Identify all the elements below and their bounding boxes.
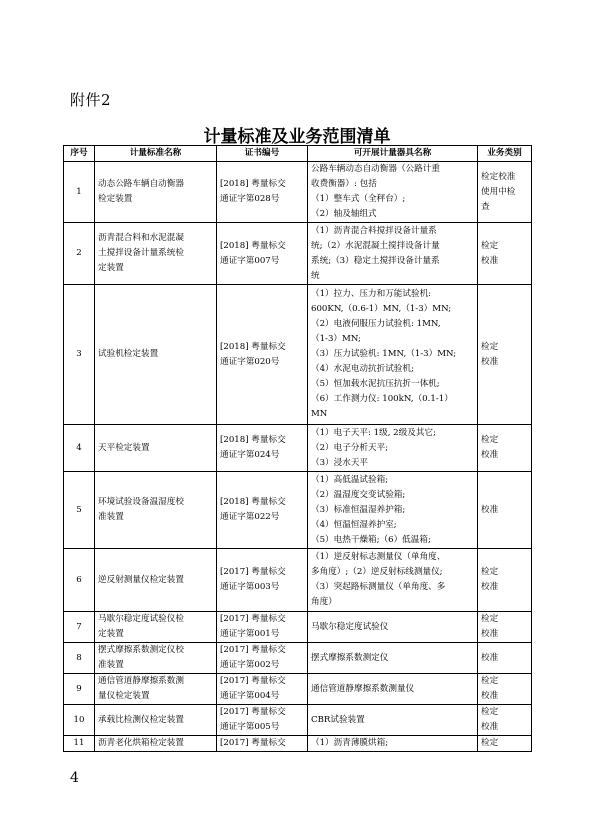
standard-name-line: 准装置	[98, 660, 124, 670]
header-instruments: 可开展计量器具名称	[308, 146, 478, 162]
certificate-number	[217, 643, 308, 674]
standard-name	[95, 162, 217, 223]
certificate-number	[217, 736, 308, 752]
instrument-names	[308, 643, 478, 674]
service-type	[478, 549, 532, 612]
service-type-line: 校准	[481, 504, 499, 515]
instrument-names-line: 多角度）;（2）逆反射标线测量仪;	[311, 567, 443, 577]
service-type-line: 检定	[481, 567, 499, 577]
instrument-names-line: 摆式摩擦系数测定仪	[311, 652, 389, 663]
service-type	[478, 223, 532, 285]
row-number: 2	[64, 223, 95, 285]
certificate-number-line: [2017] 粤量标交	[220, 676, 286, 686]
service-type-line: 检定	[481, 435, 499, 445]
service-type	[478, 472, 532, 549]
instrument-names-line: （2）电液伺服压力试验机: 1MN,	[311, 319, 441, 329]
instrument-names-line: （2）轴及轴组式	[311, 209, 377, 219]
instrument-names-line: （4）水泥电动抗折试验机;	[311, 364, 414, 374]
certificate-number-line: [2018] 粤量标交	[220, 341, 286, 352]
row-number: 10	[64, 705, 95, 736]
instrument-names	[308, 223, 478, 285]
standard-name	[95, 736, 217, 752]
service-type	[478, 643, 532, 674]
instrument-names-line: （5）恒加载水泥抗压抗折一体机;	[311, 379, 440, 389]
instrument-names	[308, 612, 478, 643]
certificate-number	[217, 674, 308, 705]
instrument-names-line: （1）沥青薄膜烘箱;	[311, 738, 389, 748]
standard-name-line: 沥青老化烘箱检定装置	[98, 738, 184, 748]
standard-name	[95, 285, 217, 425]
header-service-type: 业务类别	[478, 146, 532, 162]
instrument-names-line: （4）恒温恒湿养护室;	[311, 519, 397, 530]
standard-name-line: 准装置	[98, 512, 124, 522]
standard-name	[95, 472, 217, 549]
standard-name	[95, 223, 217, 285]
certificate-number	[217, 705, 308, 736]
row-number: 4	[64, 425, 95, 472]
instrument-names-line: （1）逆反射标志测量仪（单角度、	[311, 552, 446, 562]
instrument-names	[308, 736, 478, 752]
instrument-names-line: （1）高低温试验箱;	[311, 474, 389, 485]
certificate-number-line: 通证字第020号	[220, 356, 280, 367]
standard-name-line: 环境试验设备温湿度校	[98, 497, 184, 507]
certificate-number-line: 通证字第024号	[220, 450, 280, 460]
standard-name	[95, 705, 217, 736]
certificate-number	[217, 285, 308, 425]
standard-name	[95, 643, 217, 674]
service-type-line: 校准	[481, 450, 499, 460]
service-type-line: 校准	[481, 722, 499, 732]
instrument-names-line: 系统;（3）稳定土搅拌设备计量系	[311, 255, 440, 266]
instrument-names	[308, 705, 478, 736]
certificate-number-line: [2018] 粤量标交	[220, 240, 286, 251]
instrument-names	[308, 472, 478, 549]
service-type-line: 检定	[481, 614, 499, 624]
row-number: 7	[64, 612, 95, 643]
service-type	[478, 162, 532, 223]
document-title: 计量标准及业务范围清单	[203, 127, 391, 147]
certificate-number	[217, 223, 308, 285]
table-row	[64, 549, 532, 612]
instrument-names-line: （1）电子天平: 1级, 2级及其它;	[311, 427, 436, 438]
service-type-line: 检定	[481, 341, 499, 352]
certificate-number-line: 通证字第004号	[220, 691, 280, 701]
certificate-number	[217, 472, 308, 549]
standard-name-line: 承载比检测仪检定装置	[98, 714, 184, 725]
certificate-number-line: 通证字第005号	[220, 722, 280, 732]
table-row	[64, 425, 532, 472]
service-type	[478, 736, 532, 752]
standard-name-line: 检定装置	[98, 194, 133, 204]
service-type-line: 校准	[481, 582, 499, 592]
table-header-row	[64, 146, 532, 162]
certificate-number-line: [2017] 粤量标交	[220, 738, 286, 748]
service-type-line: 查	[481, 201, 490, 212]
certificate-number-line: [2017] 粤量标交	[220, 707, 286, 717]
instrument-names-line: （1）拉力、压力和万能试验机:	[311, 289, 432, 299]
instrument-names-line: （3）浸水天平	[311, 457, 369, 468]
service-type-line: 校准	[481, 691, 499, 701]
instrument-names-line: （2）温湿度交变试验箱;	[311, 489, 406, 500]
header-certificate-no: 证书编号	[217, 146, 308, 162]
instrument-names-line: 马歇尔稳定度试验仪	[311, 621, 389, 632]
service-type	[478, 425, 532, 472]
instrument-names-line: 收费衡器）: 包括	[311, 179, 377, 189]
certificate-number-line: 通证字第001号	[220, 629, 280, 639]
instrument-names	[308, 425, 478, 472]
table-row	[64, 643, 532, 674]
instrument-names-line: 统	[311, 270, 320, 281]
table-row	[64, 162, 532, 223]
instrument-names-line: CBR试验装置	[311, 714, 365, 725]
attachment-label: 附件2	[70, 91, 112, 109]
service-type	[478, 285, 532, 425]
instrument-names-line: （1）整车式（全秤台）;	[311, 194, 406, 204]
certificate-number	[217, 425, 308, 472]
page-number: 4	[70, 770, 79, 786]
instrument-names-line: （5）电热干燥箱;（6）低温箱;	[311, 534, 431, 545]
instrument-names-line: 600KN,（0.6-1）MN,（1-3）MN;	[311, 304, 452, 314]
instrument-names-line: （1）沥青混合料搅拌设备计量系	[311, 225, 437, 236]
service-type	[478, 674, 532, 705]
service-type-line: 检定校准	[481, 171, 516, 182]
standard-name-line: 马歇尔稳定度试验仪检	[98, 614, 184, 624]
service-type	[478, 705, 532, 736]
certificate-number-line: 通证字第003号	[220, 582, 280, 592]
certificate-number	[217, 612, 308, 643]
table-row	[64, 705, 532, 736]
standards-table	[63, 145, 532, 752]
instrument-names-line: （1-3）MN;	[311, 334, 361, 344]
standard-name-line: 通信管道静摩擦系数测	[98, 676, 184, 686]
certificate-number-line: [2017] 粤量标交	[220, 614, 286, 624]
row-number: 9	[64, 674, 95, 705]
standard-name-line: 试验机检定装置	[98, 349, 159, 359]
instrument-names	[308, 162, 478, 223]
certificate-number-line: [2017] 粤量标交	[220, 567, 286, 577]
certificate-number	[217, 162, 308, 223]
standard-name-line: 定装置	[98, 263, 124, 273]
instrument-names-line: 角度）	[311, 597, 337, 607]
instrument-names-line: （6）工作测力仪: 100kN,（0.1-1）	[311, 394, 453, 404]
instrument-names-line: 公路车辆动态自动衡器（公路计重	[311, 164, 440, 174]
service-type-line: 检定	[481, 240, 499, 251]
standard-name	[95, 674, 217, 705]
certificate-number	[217, 549, 308, 612]
header-no: 序号	[64, 146, 95, 162]
certificate-number-line: [2017] 粤量标交	[220, 645, 286, 655]
standard-name-line: 土搅拌设备计量系统检	[98, 248, 184, 258]
certificate-number-line: 通证字第022号	[220, 512, 280, 522]
row-number: 5	[64, 472, 95, 549]
standard-name-line: 天平检定装置	[98, 442, 150, 453]
certificate-number-line: [2018] 粤量标交	[220, 179, 286, 189]
standard-name-line: 动态公路车辆自动衡器	[98, 179, 184, 189]
standard-name-line: 沥青混合料和水泥混凝	[98, 233, 184, 243]
table-row	[64, 674, 532, 705]
row-number: 1	[64, 162, 95, 223]
service-type-line: 检定	[481, 676, 499, 686]
service-type-line: 检定	[481, 738, 499, 748]
service-type-line: 校准	[481, 629, 499, 639]
table-row	[64, 612, 532, 643]
certificate-number-line: [2018] 粤量标交	[220, 497, 286, 507]
certificate-number-line: [2018] 粤量标交	[220, 435, 286, 445]
header-standard-name: 计量标准名称	[95, 146, 217, 162]
service-type-line: 使用中检	[481, 186, 516, 197]
instrument-names-line: （2）电子分析天平;	[311, 442, 389, 453]
service-type	[478, 612, 532, 643]
certificate-number-line: 通证字第028号	[220, 194, 280, 204]
row-number: 8	[64, 643, 95, 674]
standard-name-line: 摆式摩擦系数测定仪校	[98, 645, 184, 655]
instrument-names-line: （3）突起路标测量仪（单角度、多	[311, 582, 446, 592]
service-type-line: 校准	[481, 255, 499, 266]
standard-name	[95, 549, 217, 612]
instrument-names-line: MN	[311, 409, 328, 419]
instrument-names	[308, 285, 478, 425]
instrument-names	[308, 674, 478, 705]
service-type-line: 校准	[481, 356, 499, 367]
instrument-names-line: （3）压力试验机: 1MN,（1-3）MN;	[311, 349, 457, 359]
instrument-names-line: （3）标准恒温湿养护箱;	[311, 504, 406, 515]
certificate-number-line: 通证字第002号	[220, 660, 280, 670]
certificate-number-line: 通证字第007号	[220, 255, 280, 266]
row-number: 6	[64, 549, 95, 612]
service-type-line: 校准	[481, 652, 499, 663]
standard-name	[95, 425, 217, 472]
row-number: 11	[64, 736, 95, 752]
table-row	[64, 472, 532, 549]
table-row	[64, 736, 532, 752]
row-number: 3	[64, 285, 95, 425]
table-row	[64, 223, 532, 285]
standard-name-line: 定装置	[98, 629, 124, 639]
instrument-names-line: 通信管道静摩擦系数测量仪	[311, 683, 415, 694]
service-type-line: 检定	[481, 707, 499, 717]
standard-name	[95, 612, 217, 643]
instrument-names-line: 统;（2）水泥混凝土搅拌设备计量	[311, 240, 440, 251]
instrument-names	[308, 549, 478, 612]
standard-name-line: 逆反射测量仪检定装置	[98, 574, 184, 585]
table-row	[64, 285, 532, 425]
standard-name-line: 量仪检定装置	[98, 691, 150, 701]
